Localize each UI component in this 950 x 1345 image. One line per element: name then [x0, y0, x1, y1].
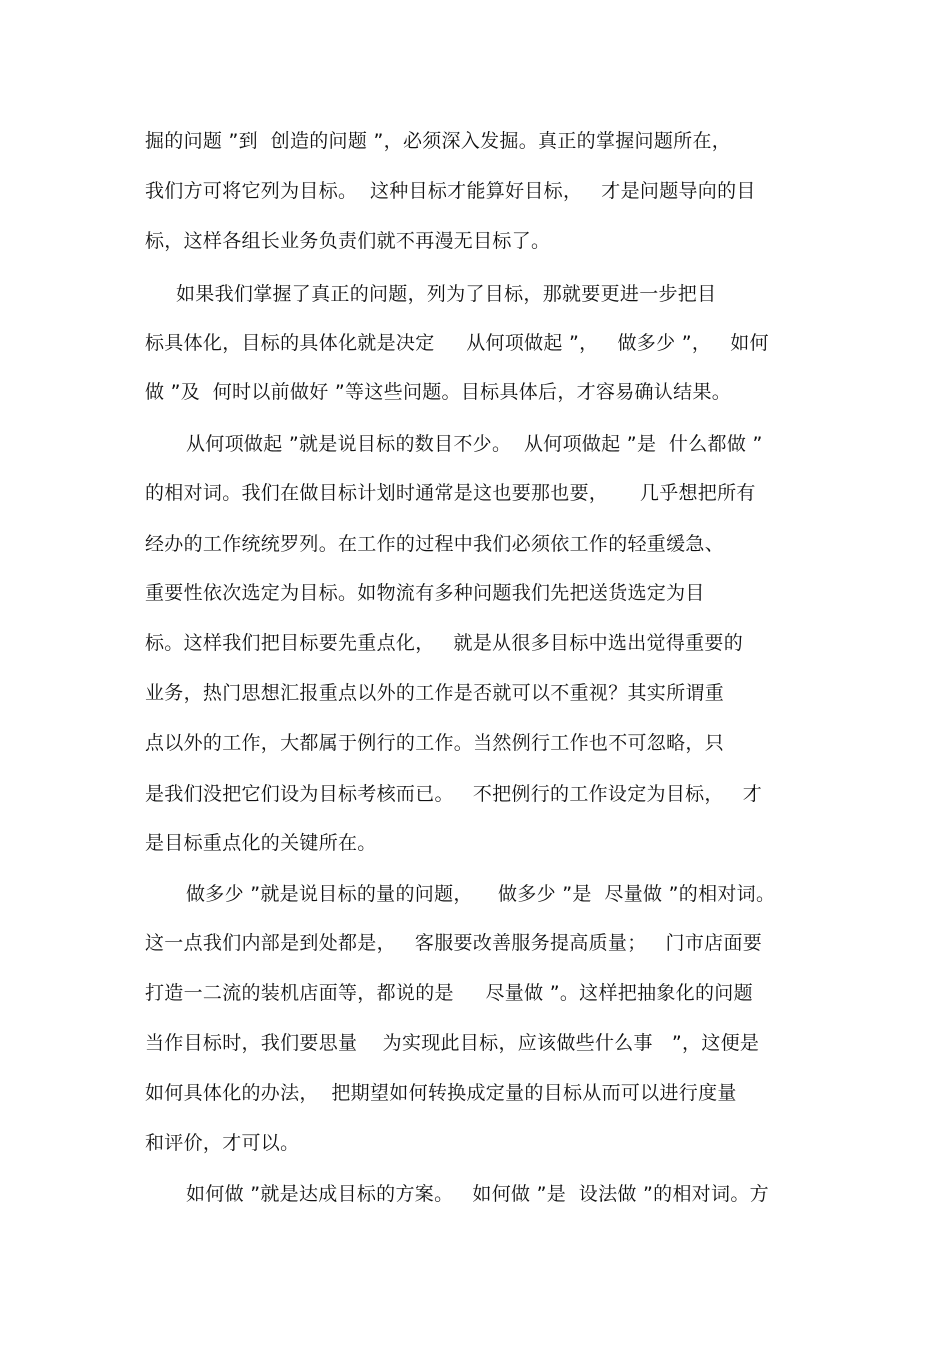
- text-line-1: 掘的问题 ”到 创造的问题 ”，必须深入发掘。真正的掌握问题所在，: [145, 130, 732, 152]
- text-line-17: 这一点我们内部是到处都是， 客服要改善服务提高质量； 门市店面要: [145, 932, 763, 954]
- text-line-12: 业务，热门思想汇报重点以外的工作是否就可以不重视？其实所谓重: [145, 682, 725, 704]
- text-line-9: 经办的工作统统罗列。在工作的过程中我们必须依工作的轻重缓急、: [145, 533, 725, 555]
- text-line-19: 当作目标时，我们要思量 为实现此目标，应该做些什么事 ”，这便是: [145, 1032, 760, 1054]
- text-line-3: 标，这样各组长业务负责们就不再漫无目标了。: [145, 230, 551, 252]
- text-line-22: 如何做 ”就是达成目标的方案。 如何做 ”是 设法做 ”的相对词。方: [186, 1183, 769, 1205]
- text-line-8: 的相对词。我们在做目标计划时通常是这也要那也要， 几乎想把所有: [145, 482, 756, 504]
- text-line-21: 和评价，才可以。: [145, 1132, 300, 1154]
- text-line-14: 是我们没把它们设为目标考核而已。 不把例行的工作设定为目标， 才: [145, 783, 763, 805]
- text-line-20: 如何具体化的办法， 把期望如何转换成定量的目标从而可以进行度量: [145, 1082, 737, 1104]
- text-line-15: 是目标重点化的关键所在。: [145, 832, 377, 854]
- text-line-13: 点以外的工作，大都属于例行的工作。当然例行工作也不可忽略，只: [145, 732, 725, 754]
- text-line-18: 打造一二流的装机店面等，都说的是 尽量做 ”。这样把抽象化的问题: [145, 982, 753, 1004]
- text-line-5: 标具体化，目标的具体化就是决定 从何项做起 ”， 做多少 ”， 如何: [145, 332, 769, 354]
- text-line-16: 做多少 ”就是说目标的量的问题， 做多少 ”是 尽量做 ”的相对词。: [186, 883, 776, 905]
- text-line-7: 从何项做起 ”就是说目标的数目不少。 从何项做起 ”是 什么都做 ”: [186, 433, 763, 455]
- text-line-11: 标。这样我们把目标要先重点化， 就是从很多目标中选出觉得重要的: [145, 632, 744, 654]
- text-line-4: 如果我们掌握了真正的问题，列为了目标，那就要更进一步把目: [176, 283, 717, 305]
- text-line-2: 我们方可将它列为目标。 这种目标才能算好目标， 才是问题导向的目: [145, 180, 756, 202]
- text-line-6: 做 ”及 何时以前做好 ”等这些问题。目标具体后，才容易确认结果。: [145, 381, 732, 403]
- text-line-10: 重要性依次选定为目标。如物流有多种问题我们先把送货选定为目: [145, 582, 705, 604]
